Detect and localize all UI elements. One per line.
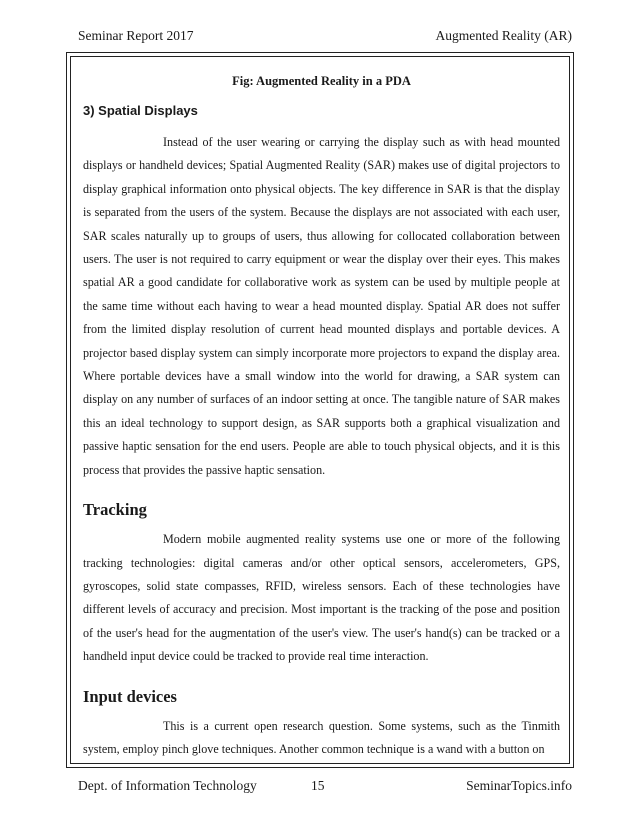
spatial-displays-heading: 3) Spatial Displays — [83, 103, 198, 118]
tracking-paragraph: Modern mobile augmented reality systems use one or more of the following tracking technologies: digital cameras and/or other optical sensors, accelerometers, GPS, gyroscopes, solid state compasses, RFID, wireless sensors. Each of these technologies have different levels of accuracy and precision. Most important is the tracking of the pose and position of the user's head for the augmentation of the user's view. The user's hand(s) can be tracked or a handheld input device could be tracked to provide real time interaction. — [83, 532, 560, 664]
header-title: Seminar Report 2017 — [78, 28, 194, 43]
input-devices-paragraph: This is a current open research question. Some systems, such as the Tinmith system, employ pinch glove techniques. Another common technique is a wand with a button on — [83, 718, 560, 756]
tracking-heading: Tracking — [83, 500, 147, 520]
figure-caption: Fig: Augmented Reality in a PDA — [232, 74, 411, 88]
page-border-inner — [70, 56, 570, 764]
header-topic: Augmented Reality (AR) — [435, 28, 572, 43]
page-number: 15 — [311, 778, 325, 793]
input-devices-heading: Input devices — [83, 686, 177, 706]
spatial-displays-paragraph: Instead of the user wearing or carrying the display such as with head mounted displays or handheld devices; Spatial Augmented Reality (SAR) makes use of digital projectors to display graphical information onto physical objects. The key difference in SAR is that the display is separated from the users of the system. Because the displays are not associated with each user, SAR scales naturally up to groups of users, thus allowing for collocated collaboration between users. The user is not required to carry equipment or wear the display over their eyes. This makes spatial AR a good candidate for collaborative work as system can be used by multiple people at the same time without each having to wear a head mounted display. Spatial AR does not suffer from the limited display resolution of current head mounted displays and portable devices. A projector based display system can simply incorporate more projectors to expand the display area. Where portable devices have a small window into the world for drawing, a SAR system can display on any number of surfaces of an indoor setting at once. The tangible nature of SAR makes this an ideal technology to support design, as SAR supports both a graphical visualization and passive haptic sensation for the end users. People are able to touch physical objects, and it is this process that provides the passive haptic sensation. — [83, 135, 560, 477]
page-content — [83, 73, 560, 761]
footer-department: Dept. of Information Technology — [78, 778, 257, 793]
footer-website: SeminarTopics.info — [466, 778, 572, 793]
page-border — [66, 52, 574, 768]
